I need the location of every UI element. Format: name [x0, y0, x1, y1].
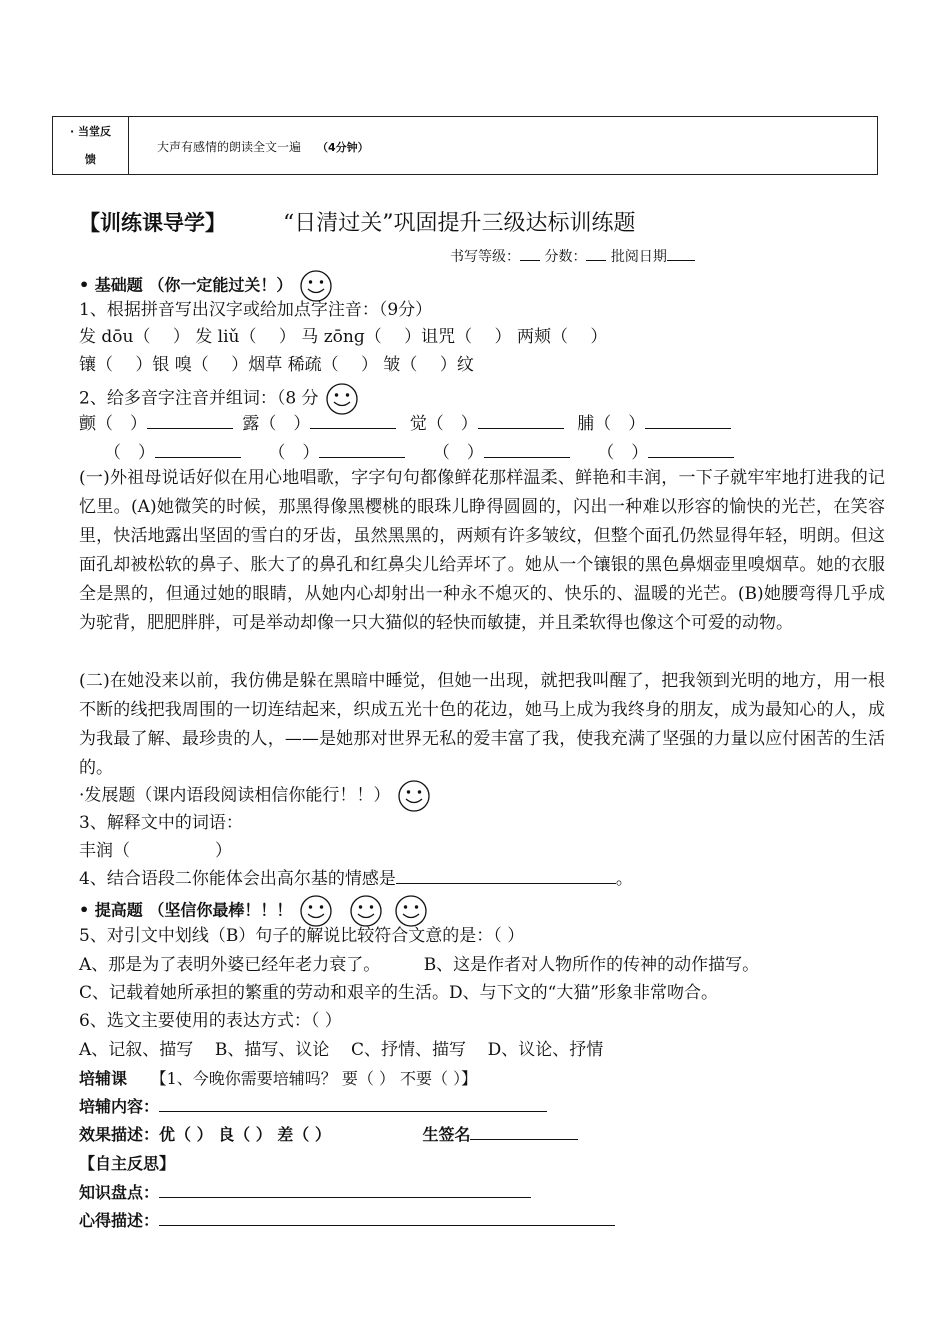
- sign-label: 生签名: [422, 1125, 471, 1144]
- title-left: 【训练课导学】: [79, 211, 226, 235]
- feedback-time: （4分钟）: [317, 140, 369, 154]
- answer-blank[interactable]: [648, 440, 734, 458]
- q2-item: （ ）: [432, 443, 484, 463]
- tutoring-content-blank[interactable]: [159, 1094, 547, 1112]
- q6-options: A、记叙、描写 B、描写、议论 C、抒情、描写 D、议论、抒情: [79, 1040, 604, 1060]
- grade-label-score: 分数：: [544, 249, 587, 265]
- q2-row1: [79, 411, 731, 437]
- q5-options-ab: [79, 952, 759, 978]
- q4-text: 4、结合语段二你能体会出高尔基的情感是: [79, 869, 396, 889]
- knowledge-blank[interactable]: [159, 1180, 531, 1198]
- q5-text: 5、对引文中划线（B）句子的解说比较符合文意的是：（ ）: [79, 926, 525, 946]
- grade-label-date: 批阅日期: [610, 249, 667, 265]
- effect-line: [79, 1122, 578, 1148]
- experience-blank[interactable]: [159, 1208, 615, 1226]
- q2-text: 2、给多音字注音并组词：（8 分: [79, 388, 319, 409]
- q2-item: 露（ ）: [242, 414, 311, 434]
- q3-text: 3、解释文中的词语：: [79, 813, 243, 833]
- q6-text: 6、选文主要使用的表达方式：（ ）: [79, 1011, 342, 1031]
- tutoring-label: 培辅课: [79, 1069, 128, 1088]
- q2-item: （ ）: [268, 443, 320, 463]
- q4-line: [79, 866, 633, 892]
- q3-item: 丰润（ ）: [79, 841, 232, 861]
- effect-text: 效果描述：优（ ） 良（ ） 差（ ）: [79, 1125, 331, 1144]
- q2-item: 觉（ ）: [409, 414, 478, 434]
- q5-option-b: B、这是作者对人物所作的传神的动作描写。: [423, 955, 760, 975]
- passage-paragraph-1: (一)外祖母说话好似在用心地唱歌，字字句句都像鲜花那样温柔、鲜艳和丰润，一下子就牢牢地打进我的记忆里。(A)她微笑的时候，那黑得像黑樱桃的眼珠儿睁得圆圆的，闪出一种难以形容的愉快的光芒，在笑容里，快活地露出坚固的雪白的牙齿，虽然黑黑的，两颊有许多皱纹，但整个面孔仍然显得年轻，明朗。但这面孔却被松软的鼻子、胀大了的鼻孔和红鼻尖儿给弄坏了。她从一个镶银的黑色鼻烟壶里嗅烟草。她的衣服全是黑的，但通过她的眼睛，从她内心却射出一种永不熄灭的、快乐的、温暖的光芒。(B)她腰弯得几乎成为驼背，肥肥胖胖，可是举动却像一只大猫似的轻快而敏捷，并且柔软得也像这个可爱的动物。: [79, 468, 885, 633]
- q2-row2: [104, 440, 734, 466]
- answer-blank[interactable]: [147, 411, 233, 429]
- feedback-table: [52, 116, 878, 175]
- grade-label-writing: 书写等级：: [450, 249, 520, 265]
- q1-text: 1、根据拼音写出汉字或给加点字注音：（9分）: [79, 300, 433, 320]
- sign-blank[interactable]: [470, 1122, 578, 1140]
- feedback-content: 大声有感情的朗读全文一遍: [157, 140, 302, 154]
- feedback-label-line1: · 当堂反: [69, 125, 111, 138]
- answer-blank[interactable]: [319, 440, 405, 458]
- q1-line1: 发 dōu（ ） 发 liǔ（ ） 马 zōnɡ（ ）诅咒（ ） 两颊（ ）: [79, 327, 608, 347]
- title-right: “日清过关”巩固提升三级达标训练题: [283, 211, 636, 236]
- tutoring-content-line: [79, 1094, 547, 1120]
- experience-line: [79, 1208, 615, 1234]
- grade-line: [450, 246, 695, 266]
- feedback-label-cell: [53, 117, 129, 174]
- answer-blank[interactable]: [310, 411, 396, 429]
- feedback-content-cell: [129, 117, 877, 174]
- answer-blank[interactable]: [484, 440, 570, 458]
- answer-blank[interactable]: [478, 411, 564, 429]
- passage-paragraph-2: (二)在她没来以前，我仿佛是躲在黑暗中睡觉，但她一出现，就把我叫醒了，把我领到光明的地方，用一根不断的线把我周围的一切连结起来，织成五光十色的花边，她马上成为我终身的朋友，成为最知心的人，成为我最了解、最珍贵的人，——是她那对世界无私的爱丰富了我，使我充满了坚强的力量以应付困苦的生活的。: [79, 671, 885, 778]
- develop-heading: ·发展题（课内语段阅读相信你能行！！）: [79, 785, 391, 806]
- smiley-icon: [396, 780, 432, 812]
- q5-options-cd: C、记载着她所承担的繁重的劳动和艰辛的生活。D、与下文的“大猫”形象非常吻合。: [79, 983, 719, 1003]
- q2-item: （ ）: [104, 443, 155, 463]
- tutoring-line: [79, 1066, 477, 1092]
- knowledge-label: 知识盘点：: [79, 1183, 160, 1202]
- review-date-blank[interactable]: [667, 247, 695, 261]
- q5-option-a: A、那是为了表明外婆已经年老力衰了。: [79, 955, 381, 975]
- writing-grade-blank[interactable]: [520, 247, 540, 261]
- q2-item: （ ）: [597, 443, 649, 463]
- q2-item: 颤（ ）: [79, 414, 147, 434]
- q1-line2: 镶（ ）银 嗅（ ）烟草 稀疏（ ） 皱（ ）纹: [79, 355, 474, 375]
- score-blank[interactable]: [586, 247, 606, 261]
- page-title: [79, 206, 636, 237]
- answer-blank[interactable]: [396, 866, 616, 884]
- q2-item: 脯（ ）: [577, 414, 646, 434]
- q4-end: 。: [615, 869, 633, 889]
- answer-blank[interactable]: [645, 411, 731, 429]
- basic-heading-text: • 基础题 （你一定能过关！）: [79, 275, 293, 295]
- develop-heading-line: [79, 780, 432, 812]
- answer-blank[interactable]: [155, 440, 241, 458]
- improve-heading: • 提高题 （坚信你最棒！！！: [79, 900, 293, 920]
- tutoring-question: 【1、今晚你需要培辅吗？ 要（ ） 不要（ ）】: [150, 1069, 478, 1088]
- feedback-label-line2: 馈: [85, 153, 96, 166]
- tutoring-content-label: 培辅内容：: [79, 1097, 160, 1116]
- knowledge-line: [79, 1180, 531, 1206]
- experience-label: 心得描述：: [79, 1211, 160, 1230]
- reflection-heading: 【自主反思】: [79, 1154, 176, 1173]
